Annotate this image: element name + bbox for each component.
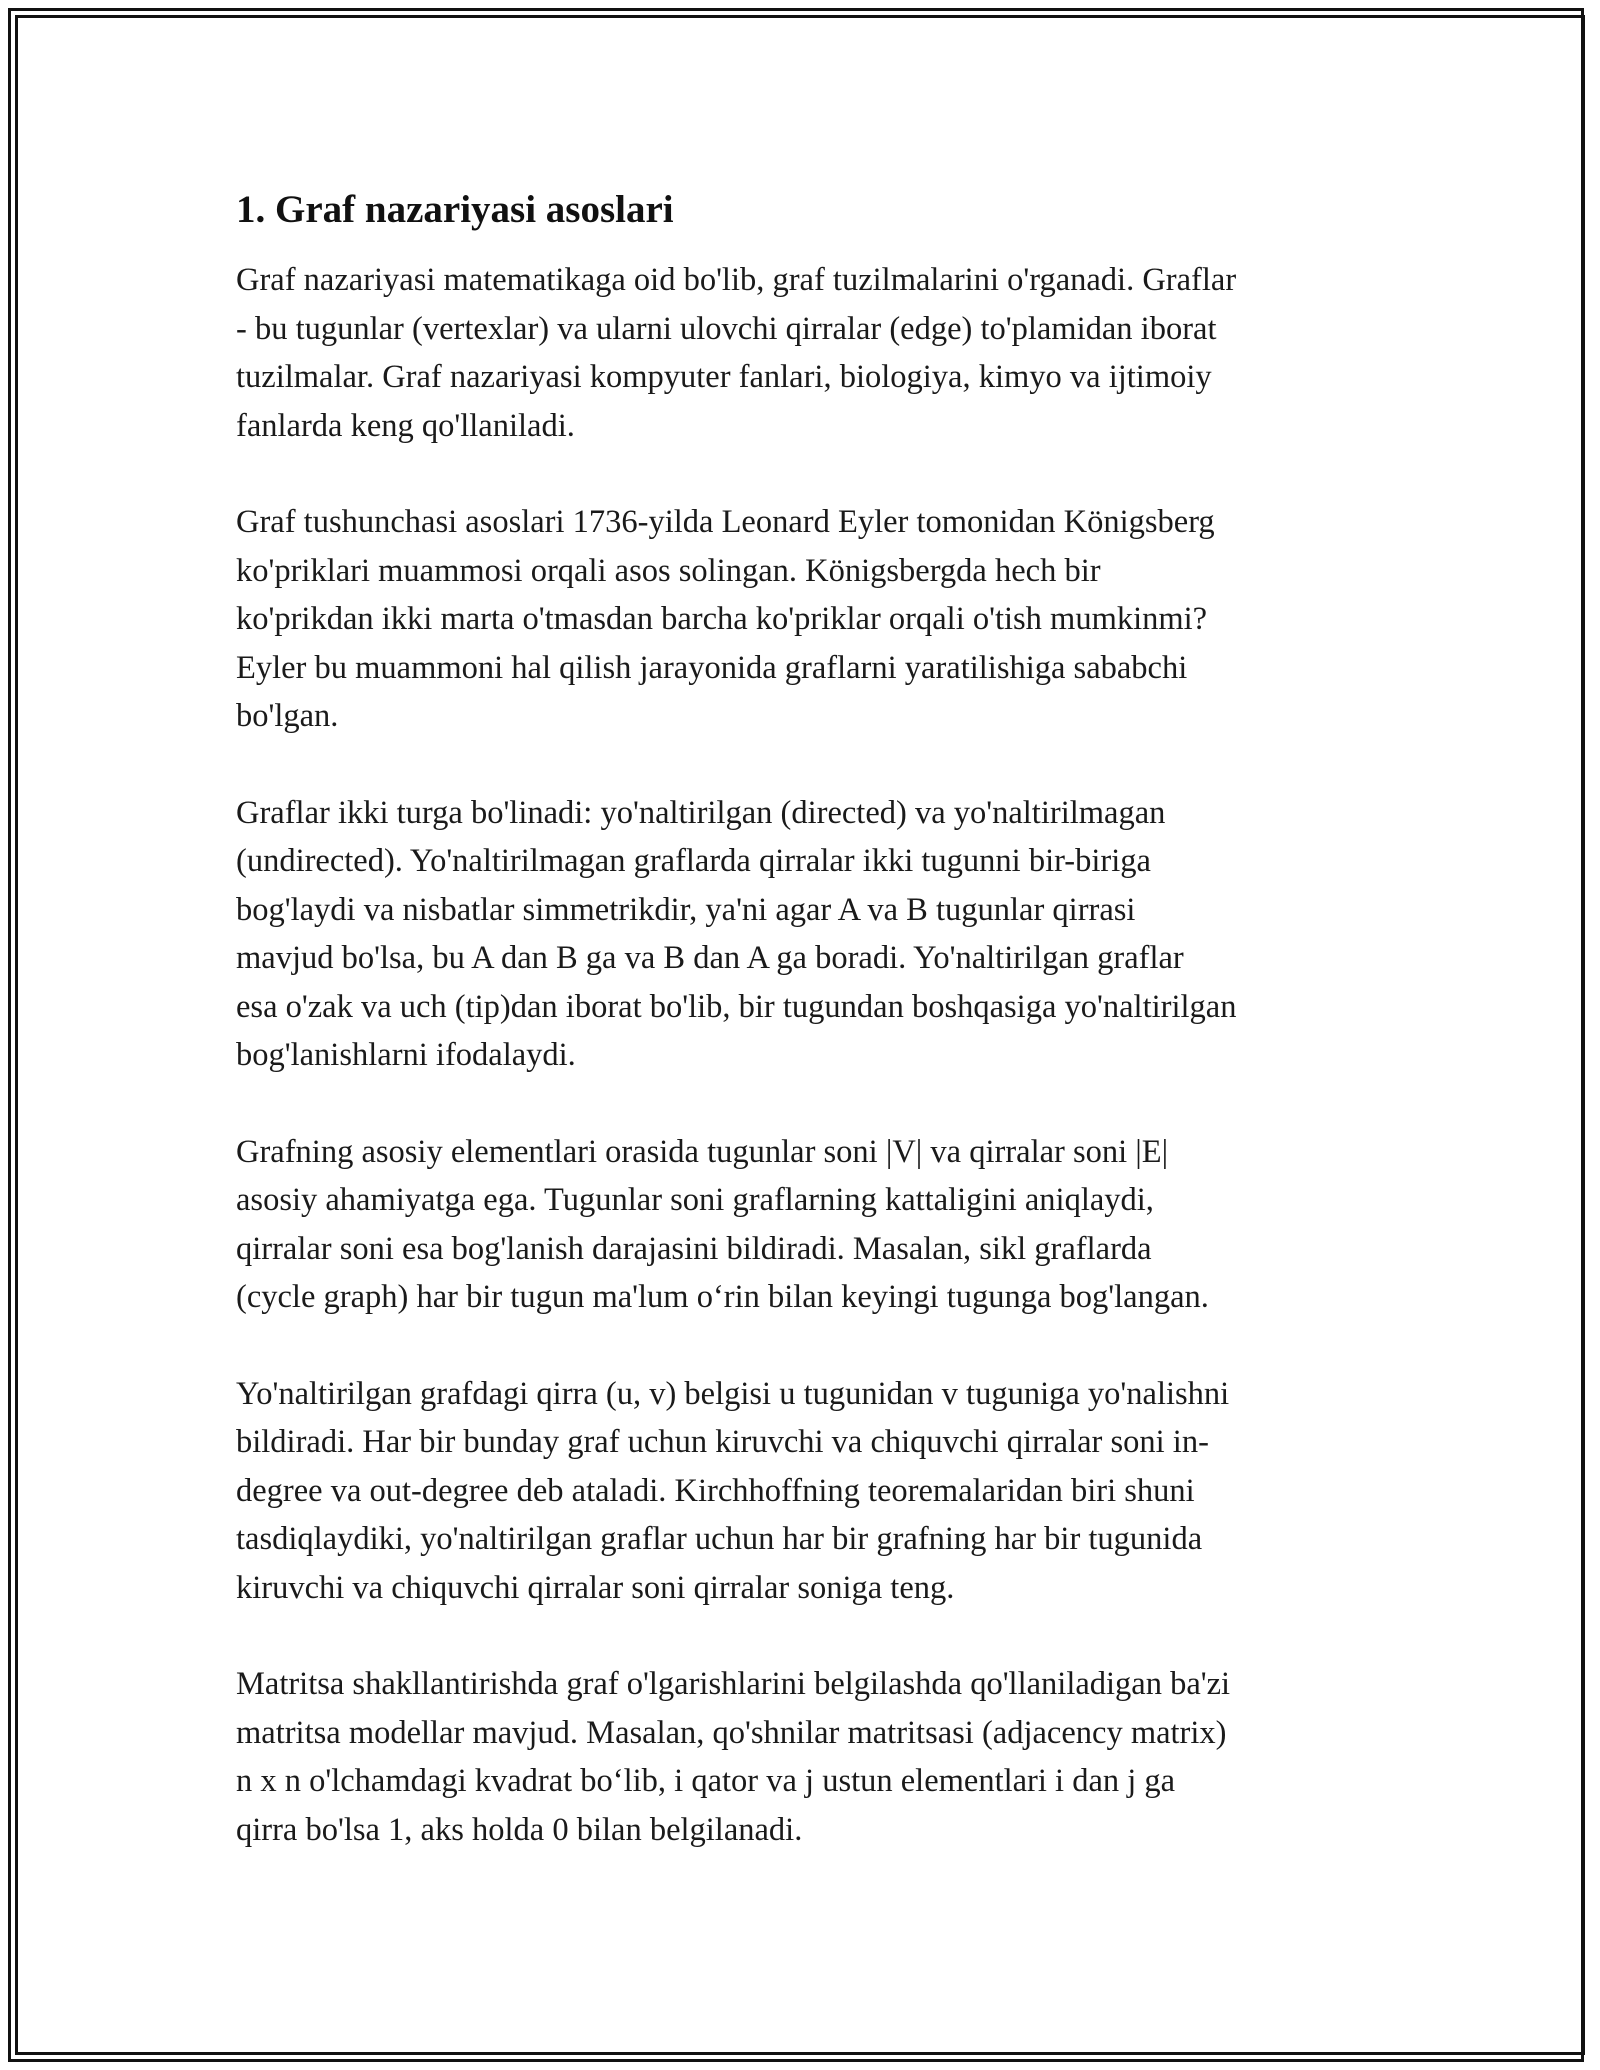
text-line: bog'lanishlarni ifodalaydi.	[236, 1037, 576, 1073]
text-line: fanlarda keng qo'llaniladi.	[236, 407, 575, 444]
text-line: esa o'zak va uch (tip)dan iborat bo'lib, bir tugundan boshqasiga yo'naltirilgan	[236, 988, 1237, 1025]
text-line: Grafning asosiy elementlari orasida tugunlar soni |V| va qirralar soni |E|	[236, 1133, 1169, 1170]
text-line: Eyler bu muammoni hal qilish jarayonida graflarni yaratilishiga sababchi	[236, 649, 1188, 686]
paragraph-matrix	[236, 1660, 1376, 1854]
text-line: Yo'naltirilgan grafdagi qirra (u, v) belgisi u tugunidan v tuguniga yo'nalishni	[236, 1375, 1230, 1412]
paragraph-directed-edges	[236, 1370, 1376, 1613]
text-line: Graf nazariyasi matematikaga oid bo'lib, graf tuzilmalarini o'rganadi. Graflar	[236, 262, 1237, 298]
text-line: Graflar ikki turga bo'linadi: yo'naltirilgan (directed) va yo'naltirilmagan	[236, 794, 1166, 831]
text-line: tuzilmalar. Graf nazariyasi kompyuter fanlari, biologiya, kimyo va ijtimoiy	[236, 359, 1212, 395]
text-line: Matritsa shakllantirishda graf o'lgarishlarini belgilashda qo'llaniladigan ba'zi	[236, 1666, 1231, 1702]
section-title: 1. Graf nazariyasi asoslari	[236, 188, 674, 231]
text-line: tasdiqlaydiki, yo'naltirilgan graflar uchun har bir grafning har bir tugunida	[236, 1521, 1203, 1557]
text-line: asosiy ahamiyatga ega. Tugunlar soni graflarning kattaligini aniqlaydi,	[236, 1182, 1154, 1218]
text-line: n x n o'lchamdagi kvadrat bo‘lib, i qator va j ustun elementlari i dan j ga	[236, 1763, 1176, 1799]
text-line: (cycle graph) har bir tugun ma'lum o‘rin bilan keyingi tugunga bog'langan.	[236, 1279, 1209, 1315]
text-line: mavjud bo'lsa, bu A dan B ga va B dan A ga boradi. Yo'naltirilgan graflar	[236, 940, 1184, 976]
text-line: bildiradi. Har bir bunday graf uchun kiruvchi va chiquvchi qirralar soni in-	[236, 1424, 1209, 1460]
text-line: ko'prikdan ikki marta o'tmasdan barcha ko'priklar orqali o'tish mumkinmi?	[236, 601, 1208, 637]
document-body	[236, 186, 1376, 1902]
paragraph-history	[236, 498, 1376, 741]
text-line: (undirected). Yo'naltirilmagan graflarda qirralar ikki tugunni bir-biriga	[236, 843, 1151, 879]
text-line: kiruvchi va chiquvchi qirralar soni qirralar soniga teng.	[236, 1569, 955, 1606]
text-line: - bu tugunlar (vertexlar) va ularni ulovchi qirralar (edge) to'plamidan iborat	[236, 310, 1217, 347]
text-line: matritsa modellar mavjud. Masalan, qo'shnilar matritsasi (adjacency matrix)	[236, 1714, 1227, 1751]
text-line: qirra bo'lsa 1, aks holda 0 bilan belgilanadi.	[236, 1811, 803, 1848]
text-line: qirralar soni esa bog'lanish darajasini bildiradi. Masalan, sikl graflarda	[236, 1230, 1152, 1267]
paragraph-graph-types	[236, 789, 1376, 1080]
paragraph-intro	[236, 256, 1376, 450]
text-line: bog'laydi va nisbatlar simmetrikdir, ya'ni agar A va B tugunlar qirrasi	[236, 891, 1136, 928]
paragraph-elements	[236, 1128, 1376, 1322]
text-line: ko'priklari muammosi orqali asos solingan. Königsbergda hech bir	[236, 552, 1101, 589]
text-line: bo'lgan.	[236, 698, 339, 734]
text-line: degree va out-degree deb ataladi. Kirchhoffning teoremalaridan biri shuni	[236, 1472, 1195, 1509]
text-line: Graf tushunchasi asoslari 1736-yilda Leonard Eyler tomonidan Königsberg	[236, 504, 1215, 540]
